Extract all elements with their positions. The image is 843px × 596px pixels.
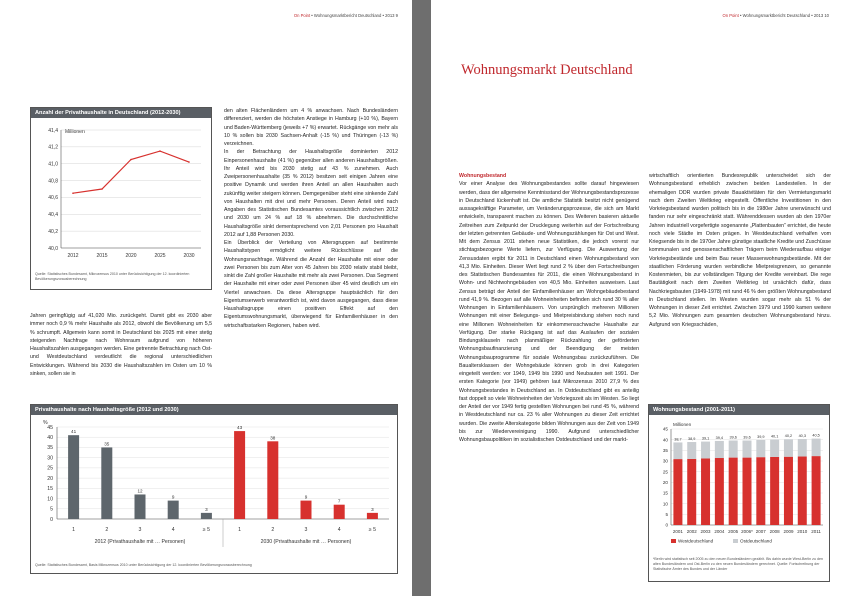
bar-west [812,456,821,525]
bar-east [729,441,738,458]
bar-value-label: 41 [71,429,77,435]
legend-label: Ostdeutschland [740,538,772,544]
x-tick-label: 2012 [67,253,79,259]
households-line-chart [30,107,212,290]
bar [68,435,79,519]
bar-total-label: 39,6 [729,435,737,440]
bar [101,447,112,519]
bar-value-label: 35 [104,441,110,447]
text-column-1 [30,312,212,378]
y-tick-label: 25 [47,465,53,472]
bar-value-label: 3 [371,506,374,512]
household-size-bar-chart [30,404,398,574]
y-tick-label: 40,8 [48,178,58,185]
x-tick-label: 2009 [783,529,794,534]
running-head: On Point • Wohnungsmarktbericht Deutschland • 2013 10 [722,13,829,18]
y-tick-label: 30 [662,458,668,464]
bar [168,501,179,519]
chart-title: Privathaushalte nach Haushaltsgröße (2012 und 2030) [31,405,397,415]
y-tick-label: 15 [662,490,668,496]
chart-title: Wohnungsbestand (2001-2011) [649,405,829,415]
bar [135,494,146,519]
bar-east [743,441,752,458]
text-column-2 [224,107,398,330]
data-point [188,161,190,163]
y-tick-label: 41,0 [48,161,58,168]
y-tick-label: 45 [662,426,668,432]
x-tick-label: 2015 [96,253,108,259]
paragraph: den alten Flächenländern um 4 % anwachsen. Nach Bundesländern differenziert, werden die höchsten Anstiege in Hamburg (+10 %), Bayern und Baden-Württemberg (jeweils +7 %) erwartet. Rückgänge von mehr als 10 % sollen bis 2030 Sachsen-Anhalt (-15 %) und Thüringen (-13 %) verzeichnen. [224,108,398,147]
paragraph: wirtschaftlich orientierten Bundesrepublik unterscheidet sich der Wohnungsbestand erheblich zwischen beiden Landesteilen. In der ehemaligen DDR wurden private Bauaktivitäten für den Vermietungsmarkt nach dem Zweiten Weltkrieg eingestellt. Öffentliche Investitionen in den Vorkriegsbestand wurden politisch bis in die 1980er Jahre unerwünscht und fanden nur sehr eingeschränkt statt. Währenddessen wurden ab den 1970er Jahren industriell vorgefertigte sogenannte „Plattenbauten“ errichtet, die heute noch viele Städte im Osten prägen. In Westdeutschland verhalfen vom Kriegsende bis in die 1970er Jahre günstige staatliche Kredite und Zuschüsse kommunalen und genossenschaftlichen Trägern beim Wiederaufbau einiger Vorkriegsbestände und beim Bau neuer Massenwohnungsbestände. Mit der staatlichen Förderung wurden verbindliche Mietpreisgrenzen, so genannte Kostenmieten, bis zur vollständigen Tilgung der Kredite vereinbart. Die rege Bautätigkeit nach dem Zweiten Weltkrieg ist ursächlich dafür, dass Nachkriegsbauten (1949-1978) mit rund 46 % den größten Wohnungsbestand in Deutschland stellen. Im Westen wurden sogar mehr als 51 % der Wohnungen in dieser Zeit errichtet. Zwischen 1979 und 1990 kamen weitere 5,2 Mio. Wohnungen zum gesamten deutschen Wohnungsbestand hinzu. Aufgrund von Kriegsschäden, [649,173,831,328]
x-tick-label: 3 [304,527,308,533]
line-chart-svg [31,118,211,266]
bar-east [770,439,779,456]
paragraph: Ein Überblick der Verteilung von Altersgruppen auf bestimmte Haushaltstypen ermöglicht weitere Rückschlüsse auf die Wohnungsnachfrage. Während die Anzahl der Haushalte mit einer oder zwei Personen bis zum Alter von 45 Jahren bis 2030 relativ stabil bleibt, sinkt die Zahl großer Haushalte mit mehr als zwei Personen. Das Segment der Haushalte mit einer oder zwei Personen über 45 wird deutlich um ein Viertel anwachsen. Da diese Altersgruppe hauptsächlich für den Eigentumserwerb verantwortlich ist, wird davon ausgegangen, dass diese Haushaltsgruppe einen positiven Effekt auf den Eigentumswohnungsmarkt, überwiegend für Einfamilienhäuser in den wirtschaftsstarken Regionen, haben wird. [224,240,398,329]
bar-total-label: 40,1 [770,434,779,439]
x-tick-label: 2020 [125,253,137,259]
bar [334,505,345,519]
x-tick-label: 2030 [183,253,195,259]
stock-bar-svg [649,415,829,557]
bar [234,431,245,519]
y-tick-label: 40 [662,437,668,443]
data-point [72,192,74,194]
x-tick-label: 3 [138,527,142,533]
legend-swatch [733,539,738,543]
y-tick-label: 20 [662,479,668,485]
y-tick-label: 15 [47,486,53,493]
bar-west [673,459,682,525]
x-tick-label: 2007 [755,529,766,534]
chart-title: Anzahl der Privathaushalte in Deutschland (2012-2030) [31,108,211,118]
x-tick-label: 2006* [741,529,753,534]
y-tick-label: 40 [47,435,53,442]
x-tick-label: 2 [105,527,109,533]
chart-source: Quelle: Statistisches Bundesamt, Mikrozensus 2010 unter Berücksichtigung der 12. koordinierten Bevölkerungsvorausberechnung [35,272,190,281]
bar-west [798,457,807,525]
bar-value-label: 43 [237,425,243,431]
bar-total-label: 39,4 [715,435,724,440]
x-tick-label: 1 [72,527,76,533]
bar-east [756,440,765,457]
group-label: 2012 (Privathaushalte mit … Personen) [94,539,186,545]
bar [201,513,212,519]
bar-value-label: 3 [205,506,208,512]
y-tick-label: 45 [47,424,53,431]
y-tick-label: 35 [47,445,53,452]
bar-total-label: 40,5 [812,433,820,438]
data-point [130,159,132,161]
bar-east [673,442,682,459]
y-tick-label: 40,0 [48,245,58,252]
bar-east [687,442,696,459]
bar [367,513,378,519]
data-point [159,150,161,152]
y-axis-label: % [43,420,48,426]
x-tick-label: 4 [337,527,341,533]
bar-total-label: 40,2 [784,434,793,439]
bar-east [715,441,724,458]
y-tick-label: 40,6 [48,195,58,202]
text-column-2 [649,172,831,329]
chart-source: Quelle: Statistisches Bundesamt, Basis Mikrozensus 2010 unter Berücksichtigung der 12. koordinierten Bevölkerungsvorausberechnung [35,563,252,567]
y-tick-label: 20 [47,475,53,482]
data-point [101,188,103,190]
y-tick-label: 41,4 [48,127,58,134]
bar-west [701,458,710,525]
left-page [0,0,412,596]
bar-west [756,457,765,525]
bar-total-label: 38,9 [688,437,696,442]
bar-value-label: 7 [337,498,341,504]
bar [267,441,278,519]
bar-total-label: 39,6 [743,435,751,440]
bar-value-label: 9 [304,494,308,500]
text-column-1 [459,172,639,444]
x-tick-label: 2005 [728,529,739,534]
y-axis-label: Millionen [65,129,85,135]
y-tick-label: 40,4 [48,212,58,219]
bar-east [784,439,793,456]
x-tick-label: 2008 [769,529,780,534]
y-axis-label: Millionen [673,422,692,427]
bar-total-label: 38,7 [674,437,682,442]
y-tick-label: 41,2 [48,144,58,151]
bar-west [743,458,752,525]
housing-stock-bar-chart [648,404,830,582]
bar-total-label: 39,9 [757,434,765,439]
y-tick-label: 10 [662,501,668,507]
y-tick-label: 35 [662,447,668,453]
bar-value-label: 12 [137,488,143,494]
bar-west [687,459,696,525]
right-page [431,0,843,596]
chart-source: *Berlin wird statistisch seit 2005 zu den neuen Bundesländern gezählt. Bis dahin wurde West-Berlin zu den alten Bundesländern und Ost-Berlin zu den neuen Bundesländern gerechnet. Quelle: Fortschreibung der Statistische Ämter des Bundes und der Länder [653,557,823,571]
bar-total-label: 39,1 [701,436,710,441]
x-tick-label: 2010 [797,529,808,534]
y-tick-label: 25 [662,469,668,475]
section-heading: Wohnungsbestand [459,173,507,179]
x-tick-label: 2001 [672,529,683,534]
paragraph: Vor einer Analyse des Wohnungsbestandes sollte darauf hingewiesen werden, dass der allgemeine Kenntnisstand der Wohnungsbestandsprozesse in Deutschland lückenhaft ist. Die amtliche Statistik besitzt nicht genügend aussagekräftige Parameter, um Veränderungsprozesse, die sich am Markt entwickeln, transparent machen zu können. Des Weiteren basieren aktuelle Zeitreihen zum Zeitpunkt der Drucklegung weiterhin auf der Fortschreibung der letzten getrennten Gebäude- und Wohnungszählungen für Ost und West. Mit dem Zensus 2011 stehen neue Statistiken, die jedoch vorerst nur stichtagsbezogene Werte liefern, zur Verfügung. Die Auswertung der Zensusdaten ergibt für 2011 in Deutschland einen Wohnungsbestand von 41,3 Mio. Einheiten. Dieser Wert liegt rund 2 % über den Fortschreibungen des Statistischen Bundesamtes für 2011, die einen Wohnungsbestand in Wohn- und Nichtwohngebäuden von 40,5 Mio. Einheiten ausweisen. Laut Zensus beträgt der Anteil der Einfamilienhäuser am Wohngebäudebestand rund 41,9 %. Bezogen auf alle Wohneinheiten befinden sich rund 30 % aller Wohnungen in Einfamilienhäusern. Von ursprünglich mehreren Millionen Wohnungen mit einer Belegungs- und Mietpreisbindung stehen noch rund eine Millionen Wohneinheiten für einkommensschwache Haushalte zur Verfügung. Der starke Rückgang ist auf das Auslaufen der sozialen Bindungsklauseln nach planmäßiger Rückzahlung der geförderten Wohnungsbaufinanzierung und der Beendigung der meisten Wohnungsbauprogramme für soziale Wohnungsbau zurückzuführen. Die Baualtersklassen der Wohngebäude können grob in drei Kategorien eingeteilt werden: vor 1949, 1949 bis 1990 und Neubauten seit 1991. Der ersten Kategorie (vor 1949) gehören laut Mikrozensus 2010 27,9 % des Wohnungsbestandes in Deutschland an. In Ostdeutschland gibt es anteilig fast doppelt so viele Wohneinheiten der Vorkriegszeit als im Westen. So liegt der Anteil der vor 1949 fertig gestellten Wohnungen bei rund 45 %, während in Westdeutschland nur ca. 23 % aller Wohnungen zu dieser Zeit errichtet wurden. Die zweite Alterskategorie bilden Wohnungen aus der Zeit von 1949 bis zur Wiedervereinigung 1990. Aufgrund unterschiedlicher Wohnungsbaupolitiken im sozialistischen Ostdeutschland und der markt- [459,181,639,443]
size-bar-svg [31,415,397,561]
group-label: 2030 (Privathaushalte mit … Personen) [260,539,352,545]
x-tick-label: 4 [171,527,175,533]
bar-west [729,458,738,525]
y-tick-label: 5 [665,511,668,517]
y-tick-label: 0 [50,516,53,523]
x-tick-label: 2 [271,527,275,533]
y-tick-label: 30 [47,455,53,462]
x-tick-label: 2003 [700,529,711,534]
x-tick-label: 1 [238,527,242,533]
bar [301,501,312,519]
paragraph: Jahren geringfügig auf 41,020 Mio. zurückgeht. Damit gibt es 2030 aber immer noch 0,9 % mehr Haushalte als 2012, obwohl die Bevölkerung um 5,5 % schrumpft. Allgemein kann somit in Deutschland bis 2025 mit einer stetig steigenden Nachfrage nach Wohnraum aufgrund von höheren Haushaltszahlen ausgegangen werden. Eine getrennte Betrachtung nach Ost- und Westdeutschland verdeutlicht die regional unterschiedlichen Entwicklungen. Während bis 2030 die Haushaltszahlen im Osten um 10 % sinken, sollen sie in [30,313,212,377]
bar-west [715,458,724,525]
x-tick-label: ≥ 5 [202,527,210,533]
y-tick-label: 40,2 [48,228,58,235]
x-tick-label: 2025 [154,253,166,259]
bar-value-label: 38 [270,435,276,441]
x-tick-label: 2004 [714,529,725,534]
legend-label: Westdeutschland [678,538,714,544]
paragraph: In der Betrachtung der Haushaltsgröße dominierten 2012 Einpersonenhaushalte (41 %) gegenüber allen anderen Haushaltsgrößen. Ihr Anteil wird bis 2030 stetig auf 43 % zunehmen. Auch Zweipersonenhaushalte (35 % 2012) besitzen seit einigen Jahren eine positive Dynamik und werden ihren Anteil an allen Haushalten auch zukünftig weiter steigern können. Demgegenüber steht eine sinkende Zahl von Haushalten mit drei und mehr Personen. Deren Anteil wird nach Angaben des Statistischen Bundesamtes voraussichtlich zwischen 2012 und 2030 um 24 % auf 18 % abnehmen. Die durchschnittliche Haushaltsgröße sinkt dementsprechend von 2,01 Personen pro Haushalt 2012 auf 1,88 Personen 2030. [224,149,398,238]
data-line [73,151,189,193]
y-tick-label: 5 [50,506,53,513]
bar-east [798,439,807,456]
bar-west [784,457,793,525]
x-tick-label: 2002 [686,529,697,534]
x-tick-label: ≥ 5 [368,527,376,533]
running-head: On Point • Wohnungsmarktbericht Deutschland • 2013 9 [293,13,398,18]
bar-east [701,442,710,459]
legend-swatch [671,539,676,543]
bar-value-label: 9 [171,494,175,500]
bar-west [770,457,779,525]
x-tick-label: 2011 [811,529,821,534]
bar-east [812,439,821,456]
y-tick-label: 10 [47,496,53,503]
page-title: Wohnungsmarkt Deutschland [461,62,633,78]
y-tick-label: 0 [665,522,668,528]
bar-total-label: 40,3 [798,434,806,439]
